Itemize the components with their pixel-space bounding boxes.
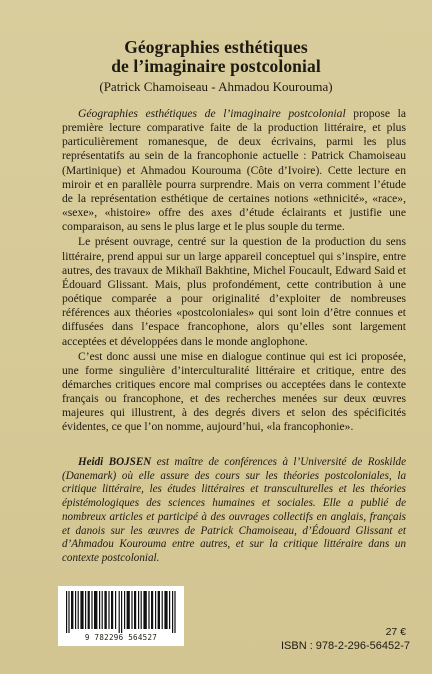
blurb-paragraph-2: Le présent ouvrage, centré sur la question de la production du sens littéraire, prend appui sur un large appareil conceptuel qui s’inspire, entre autres, des travaux de Mikhaïl Bakhtine, Michel Foucault, Edward Said et Édouard Glissant. Mais, plus profondément, cette contribution à une poétique comparée a pour originalité d’exploiter de nombreuses références aux théories «postcoloniales» qui sont loin d’être connues et diffusées dans l’espace francophone, alors qu’elles sont largement acceptées et développées dans le monde anglophone. (62, 235, 406, 348)
price: 27 € (385, 626, 406, 638)
blurb-paragraph-1 (62, 107, 406, 234)
barcode (58, 586, 184, 646)
author-name: Heidi BOJSEN (78, 456, 152, 468)
book-subtitle: (Patrick Chamoiseau - Ahmadou Kourouma) (99, 79, 333, 94)
title-block (0, 38, 432, 95)
isbn: ISBN : 978-2-296-56452-7 (280, 640, 410, 652)
author-bio (62, 456, 406, 566)
barcode-digits: 9 782296 564527 (84, 633, 158, 642)
blurb-paragraph-3: C’est donc aussi une mise en dialogue continue qui est ici proposée, une forme singulière d’interculturalité littéraire et critique, entre des démarches critiques encore mal comprises ou acceptées dans le contexte français ou francophone, et des recherches menées sur deux œuvres majeures qui illustrent, à des degrés divers et selon des spécificités évidentes, ce que l’on nomme, aujourd’hui, «la francophonie». (62, 349, 406, 434)
blurb-title-mention: Géographies esthétiques de l’imaginaire postcolonial (78, 107, 346, 120)
blurb (62, 107, 406, 435)
book-title-line-1: Géographies esthétiques (124, 37, 308, 57)
author-bio-text: est maître de conférences à l’Université de Roskilde (Danemark) où elle assure des cours sur les théories postcoloniales, la critique littéraire, les études littéraires et transculturelles et les théories épistémologiques des sciences humaines et sociales. Elle a publié de nombreux articles et participé à des ouvrages collectifs en anglais, français et danois sur les œuvres de Patrick Chamoiseau, d’Édouard Glissant et d’Ahmadou Kourouma entre autres, et sur la critique littéraire dans un contexte postcolonial. (62, 456, 407, 564)
blurb-paragraph-1-text: propose la première lecture comparative faite de la production littéraire, et plus particulièrement romanesque, de deux écrivains, parmi les plus représentatifs au sein de la francophonie actuelle : Patrick Chamoiseau (Martinique) et Ahmadou Kourouma (Côte d’Ivoire). Cette lecture en miroir et en parallèle pourra surprendre. Mais on verra comment l’étude de la représentation esthétique de certaines notions «ethnicité», «race», «sexe», «histoire» offre des axes d’étude éclairants et justifie une comparaison, au sens le plus large et le plus souple du terme. (62, 107, 406, 234)
book-title-line-2: de l’imaginaire postcolonial (111, 56, 321, 76)
barcode-bars-icon (64, 591, 178, 633)
